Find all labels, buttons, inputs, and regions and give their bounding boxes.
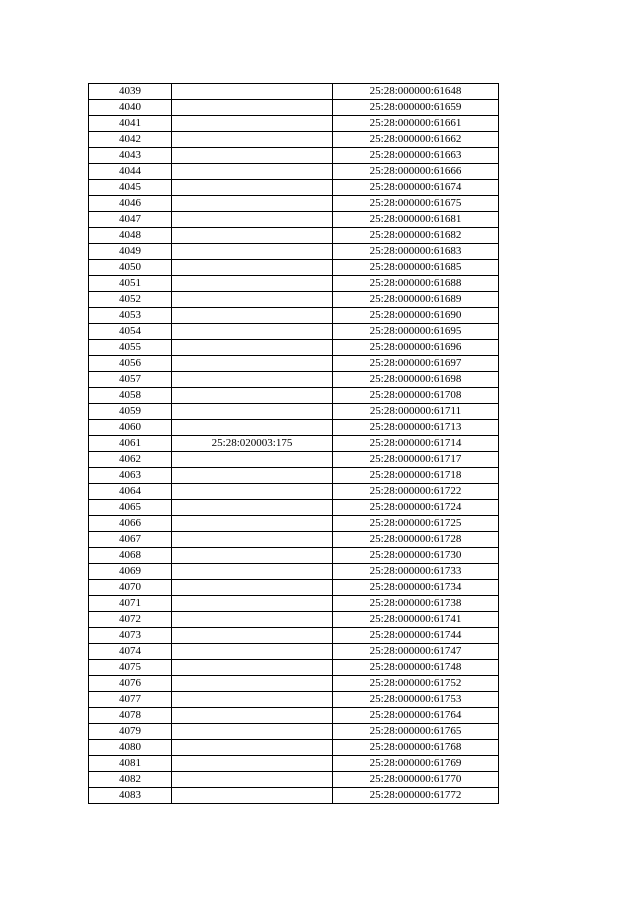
cadastral-number-cell: 25:28:000000:61690: [333, 308, 499, 324]
table-row: [89, 756, 499, 772]
row-number-cell: 4052: [89, 292, 172, 308]
parent-cadastral-cell: [172, 564, 333, 580]
row-number-cell: 4077: [89, 692, 172, 708]
cadastral-number-cell: 25:28:000000:61747: [333, 644, 499, 660]
row-number-cell: 4049: [89, 244, 172, 260]
cadastral-number-cell: 25:28:000000:61682: [333, 228, 499, 244]
row-number-cell: 4066: [89, 516, 172, 532]
cadastral-number-cell: 25:28:000000:61689: [333, 292, 499, 308]
row-number-cell: 4070: [89, 580, 172, 596]
parent-cadastral-cell: [172, 244, 333, 260]
parent-cadastral-cell: [172, 676, 333, 692]
row-number-cell: 4046: [89, 196, 172, 212]
row-number-cell: 4081: [89, 756, 172, 772]
cadastral-number-cell: 25:28:000000:61733: [333, 564, 499, 580]
row-number-cell: 4041: [89, 116, 172, 132]
cadastral-number-cell: 25:28:000000:61768: [333, 740, 499, 756]
cadastral-number-cell: 25:28:000000:61681: [333, 212, 499, 228]
cadastral-number-cell: 25:28:000000:61714: [333, 436, 499, 452]
row-number-cell: 4067: [89, 532, 172, 548]
row-number-cell: 4053: [89, 308, 172, 324]
parent-cadastral-cell: [172, 740, 333, 756]
parent-cadastral-cell: [172, 196, 333, 212]
table-row: [89, 788, 499, 804]
table-row: [89, 340, 499, 356]
cadastral-number-cell: 25:28:000000:61698: [333, 372, 499, 388]
row-number-cell: 4074: [89, 644, 172, 660]
table-row: [89, 500, 499, 516]
row-number-cell: 4060: [89, 420, 172, 436]
table-row: [89, 116, 499, 132]
row-number-cell: 4076: [89, 676, 172, 692]
row-number-cell: 4056: [89, 356, 172, 372]
table-row: [89, 516, 499, 532]
cadastral-number-cell: 25:28:000000:61675: [333, 196, 499, 212]
cadastral-number-cell: 25:28:000000:61772: [333, 788, 499, 804]
row-number-cell: 4054: [89, 324, 172, 340]
parent-cadastral-cell: [172, 516, 333, 532]
cadastral-number-cell: 25:28:000000:61717: [333, 452, 499, 468]
row-number-cell: 4051: [89, 276, 172, 292]
row-number-cell: 4044: [89, 164, 172, 180]
parent-cadastral-cell: [172, 372, 333, 388]
parent-cadastral-cell: [172, 308, 333, 324]
parent-cadastral-cell: [172, 276, 333, 292]
cadastral-number-cell: 25:28:000000:61748: [333, 660, 499, 676]
parent-cadastral-cell: [172, 260, 333, 276]
table-row: [89, 228, 499, 244]
parent-cadastral-cell: [172, 500, 333, 516]
row-number-cell: 4080: [89, 740, 172, 756]
table-row: [89, 180, 499, 196]
parent-cadastral-cell: [172, 356, 333, 372]
cadastral-number-cell: 25:28:000000:61695: [333, 324, 499, 340]
cadastral-number-cell: 25:28:000000:61738: [333, 596, 499, 612]
cadastral-number-cell: 25:28:000000:61770: [333, 772, 499, 788]
table-row: [89, 132, 499, 148]
cadastral-number-cell: 25:28:000000:61722: [333, 484, 499, 500]
parent-cadastral-cell: 25:28:020003:175: [172, 436, 333, 452]
table-row: [89, 308, 499, 324]
parent-cadastral-cell: [172, 340, 333, 356]
parent-cadastral-cell: [172, 708, 333, 724]
table-row: [89, 372, 499, 388]
row-number-cell: 4083: [89, 788, 172, 804]
table-row: [89, 100, 499, 116]
table-row: [89, 628, 499, 644]
table-row: [89, 148, 499, 164]
parent-cadastral-cell: [172, 164, 333, 180]
parent-cadastral-cell: [172, 644, 333, 660]
row-number-cell: 4065: [89, 500, 172, 516]
cadastral-number-cell: 25:28:000000:61674: [333, 180, 499, 196]
row-number-cell: 4079: [89, 724, 172, 740]
parent-cadastral-cell: [172, 628, 333, 644]
row-number-cell: 4043: [89, 148, 172, 164]
table-row: [89, 532, 499, 548]
row-number-cell: 4072: [89, 612, 172, 628]
cadastral-number-cell: 25:28:000000:61753: [333, 692, 499, 708]
cadastral-number-cell: 25:28:000000:61744: [333, 628, 499, 644]
cadastral-number-cell: 25:28:000000:61765: [333, 724, 499, 740]
table-row: [89, 660, 499, 676]
table-row: [89, 724, 499, 740]
parent-cadastral-cell: [172, 612, 333, 628]
table-row: [89, 388, 499, 404]
parent-cadastral-cell: [172, 788, 333, 804]
table-row: [89, 244, 499, 260]
table-row: [89, 580, 499, 596]
table-row: [89, 612, 499, 628]
table-row: [89, 484, 499, 500]
row-number-cell: 4064: [89, 484, 172, 500]
parent-cadastral-cell: [172, 292, 333, 308]
table-row: [89, 452, 499, 468]
row-number-cell: 4059: [89, 404, 172, 420]
cadastral-number-cell: 25:28:000000:61713: [333, 420, 499, 436]
row-number-cell: 4039: [89, 84, 172, 100]
cadastral-number-cell: 25:28:000000:61666: [333, 164, 499, 180]
parent-cadastral-cell: [172, 132, 333, 148]
table-row: [89, 212, 499, 228]
cadastral-number-cell: 25:28:000000:61697: [333, 356, 499, 372]
cadastral-number-cell: 25:28:000000:61769: [333, 756, 499, 772]
cadastral-number-cell: 25:28:000000:61662: [333, 132, 499, 148]
parent-cadastral-cell: [172, 180, 333, 196]
table-row: [89, 404, 499, 420]
parent-cadastral-cell: [172, 116, 333, 132]
cadastral-number-cell: 25:28:000000:61741: [333, 612, 499, 628]
row-number-cell: 4061: [89, 436, 172, 452]
cadastral-number-cell: 25:28:000000:61708: [333, 388, 499, 404]
parent-cadastral-cell: [172, 692, 333, 708]
cadastral-number-cell: 25:28:000000:61728: [333, 532, 499, 548]
table-row: [89, 324, 499, 340]
parent-cadastral-cell: [172, 724, 333, 740]
cadastral-number-cell: 25:28:000000:61752: [333, 676, 499, 692]
cadastral-number-cell: 25:28:000000:61696: [333, 340, 499, 356]
cadastral-number-cell: 25:28:000000:61711: [333, 404, 499, 420]
table-row: [89, 260, 499, 276]
table-row: [89, 276, 499, 292]
parent-cadastral-cell: [172, 772, 333, 788]
cadastral-number-cell: 25:28:000000:61764: [333, 708, 499, 724]
table-body: [89, 84, 499, 804]
cadastral-number-cell: 25:28:000000:61724: [333, 500, 499, 516]
parent-cadastral-cell: [172, 532, 333, 548]
cadastral-table: [88, 83, 499, 804]
table-row: [89, 644, 499, 660]
row-number-cell: 4073: [89, 628, 172, 644]
table-row: [89, 772, 499, 788]
row-number-cell: 4040: [89, 100, 172, 116]
table-row: [89, 420, 499, 436]
row-number-cell: 4055: [89, 340, 172, 356]
table-row: [89, 436, 499, 452]
parent-cadastral-cell: [172, 148, 333, 164]
cadastral-number-cell: 25:28:000000:61685: [333, 260, 499, 276]
row-number-cell: 4069: [89, 564, 172, 580]
parent-cadastral-cell: [172, 228, 333, 244]
parent-cadastral-cell: [172, 660, 333, 676]
parent-cadastral-cell: [172, 548, 333, 564]
parent-cadastral-cell: [172, 404, 333, 420]
row-number-cell: 4050: [89, 260, 172, 276]
table-row: [89, 692, 499, 708]
parent-cadastral-cell: [172, 420, 333, 436]
parent-cadastral-cell: [172, 484, 333, 500]
row-number-cell: 4062: [89, 452, 172, 468]
row-number-cell: 4075: [89, 660, 172, 676]
parent-cadastral-cell: [172, 84, 333, 100]
table-row: [89, 164, 499, 180]
cadastral-number-cell: 25:28:000000:61683: [333, 244, 499, 260]
table-row: [89, 292, 499, 308]
parent-cadastral-cell: [172, 468, 333, 484]
parent-cadastral-cell: [172, 596, 333, 612]
parent-cadastral-cell: [172, 100, 333, 116]
row-number-cell: 4071: [89, 596, 172, 612]
row-number-cell: 4048: [89, 228, 172, 244]
table-row: [89, 548, 499, 564]
table-row: [89, 708, 499, 724]
row-number-cell: 4042: [89, 132, 172, 148]
table-row: [89, 468, 499, 484]
cadastral-number-cell: 25:28:000000:61663: [333, 148, 499, 164]
parent-cadastral-cell: [172, 324, 333, 340]
cadastral-number-cell: 25:28:000000:61734: [333, 580, 499, 596]
row-number-cell: 4045: [89, 180, 172, 196]
table-row: [89, 676, 499, 692]
parent-cadastral-cell: [172, 452, 333, 468]
parent-cadastral-cell: [172, 756, 333, 772]
parent-cadastral-cell: [172, 212, 333, 228]
table-row: [89, 84, 499, 100]
cadastral-number-cell: 25:28:000000:61661: [333, 116, 499, 132]
cadastral-number-cell: 25:28:000000:61688: [333, 276, 499, 292]
table-row: [89, 740, 499, 756]
table-row: [89, 356, 499, 372]
cadastral-number-cell: 25:28:000000:61659: [333, 100, 499, 116]
cadastral-number-cell: 25:28:000000:61730: [333, 548, 499, 564]
row-number-cell: 4057: [89, 372, 172, 388]
table-row: [89, 564, 499, 580]
table-row: [89, 596, 499, 612]
cadastral-number-cell: 25:28:000000:61648: [333, 84, 499, 100]
row-number-cell: 4068: [89, 548, 172, 564]
parent-cadastral-cell: [172, 388, 333, 404]
row-number-cell: 4082: [89, 772, 172, 788]
row-number-cell: 4063: [89, 468, 172, 484]
row-number-cell: 4047: [89, 212, 172, 228]
row-number-cell: 4058: [89, 388, 172, 404]
cadastral-number-cell: 25:28:000000:61725: [333, 516, 499, 532]
cadastral-number-cell: 25:28:000000:61718: [333, 468, 499, 484]
parent-cadastral-cell: [172, 580, 333, 596]
row-number-cell: 4078: [89, 708, 172, 724]
table-row: [89, 196, 499, 212]
